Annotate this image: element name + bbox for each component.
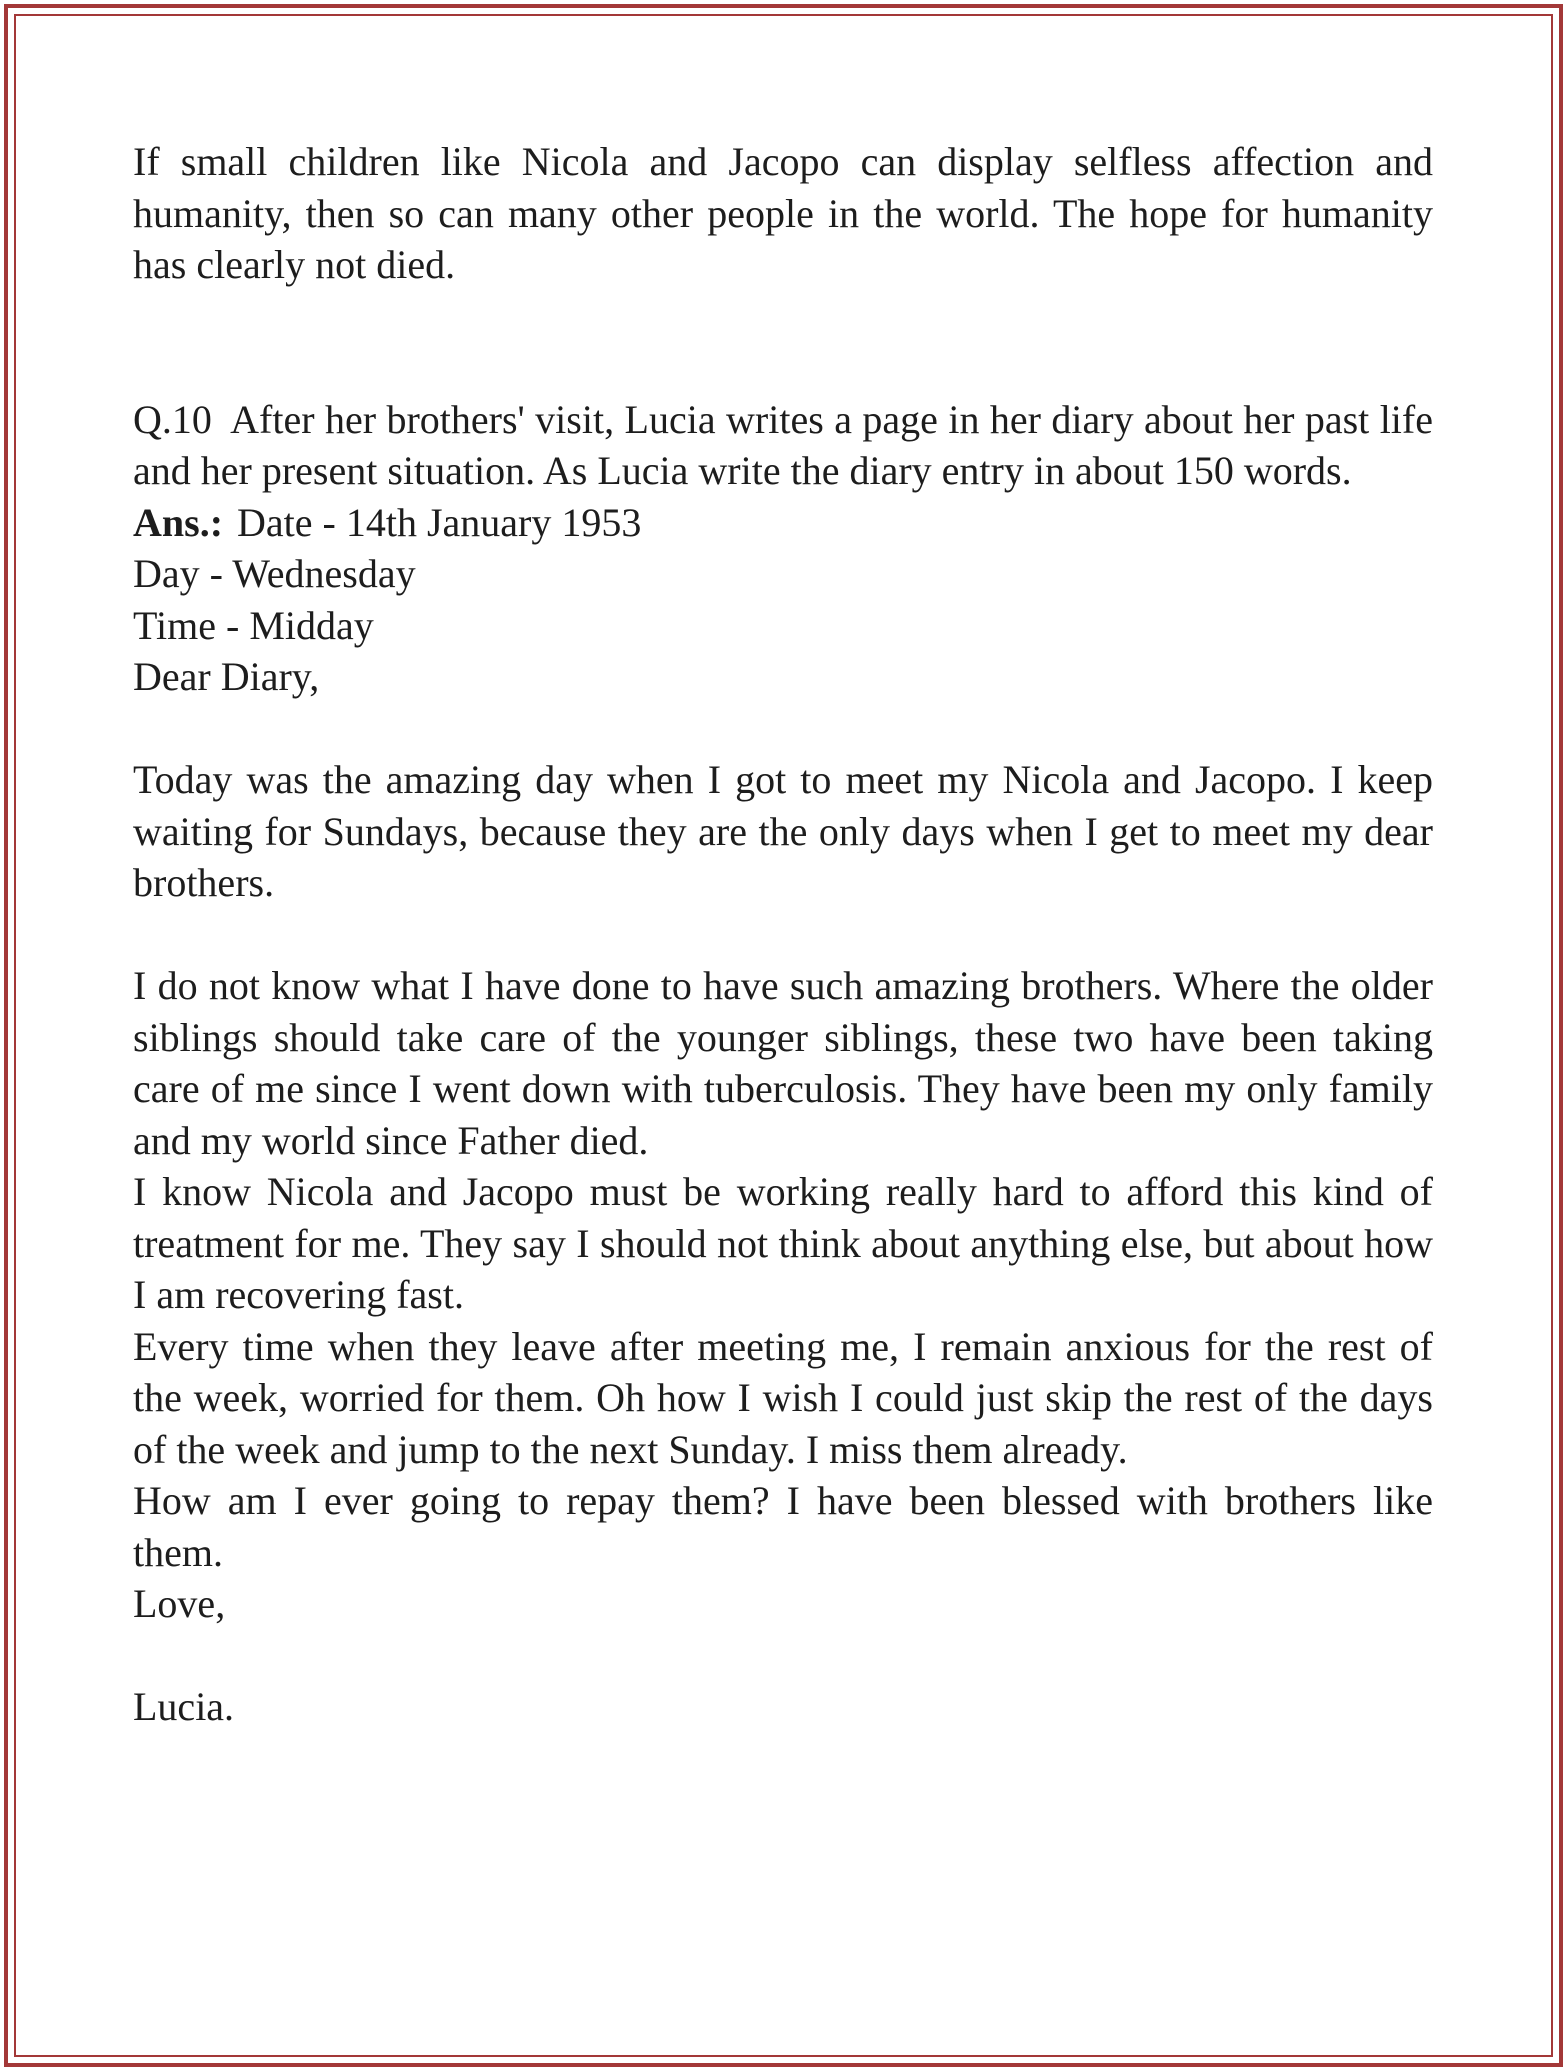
spacer xyxy=(133,703,1433,755)
diary-paragraph: How am I ever going to repay them? I have been blessed with brothers like them. xyxy=(133,1478,1433,1575)
intro-paragraph: If small children like Nicola and Jacopo can display selfless affection and humanity, then so can many other people in the world. The hope for humanity has clearly not died. xyxy=(133,139,1433,287)
answer-date-line xyxy=(133,497,1433,549)
document-page xyxy=(133,136,1433,1733)
answer-day: Day - Wednesday xyxy=(133,551,416,596)
diary-salutation: Dear Diary, xyxy=(133,654,320,699)
spacer xyxy=(133,291,1433,394)
diary-paragraph: I know Nicola and Jacopo must be working really hard to afford this kind of treatment for me. They say I should not think about anything else, but about how I am recovering fast. xyxy=(133,1169,1433,1317)
diary-closing: Love, xyxy=(133,1581,226,1626)
answer-label: Ans.: xyxy=(133,499,224,545)
spacer xyxy=(133,1630,1433,1682)
question-number: Q.10 xyxy=(133,396,212,442)
diary-paragraph: Today was the amazing day when I got to meet my Nicola and Jacopo. I keep waiting for Sundays, because they are the only days when I get to meet my dear brothers. xyxy=(133,757,1433,905)
spacer xyxy=(133,909,1433,961)
diary-paragraph: I do not know what I have done to have such amazing brothers. Where the older siblings should take care of the younger siblings, these two have been taking care of me since I went down with tuberculosis. They have been my only family and my world since Father died. xyxy=(133,963,1433,1163)
question xyxy=(133,394,1433,497)
answer-time: Time - Midday xyxy=(133,602,374,648)
question-text: After her brothers' visit, Lucia writes a page in her diary about her past life and her present situation. As Lucia write the diary entry in about 150 words. xyxy=(133,396,1433,493)
answer-date: Date - 14th January 1953 xyxy=(237,499,642,545)
diary-paragraph: Every time when they leave after meeting me, I remain anxious for the rest of the week, worried for them. Oh how I wish I could just skip the rest of the days of the week and jump to the next Sunday. I miss them already. xyxy=(133,1323,1433,1472)
diary-signature: Lucia. xyxy=(133,1684,235,1729)
